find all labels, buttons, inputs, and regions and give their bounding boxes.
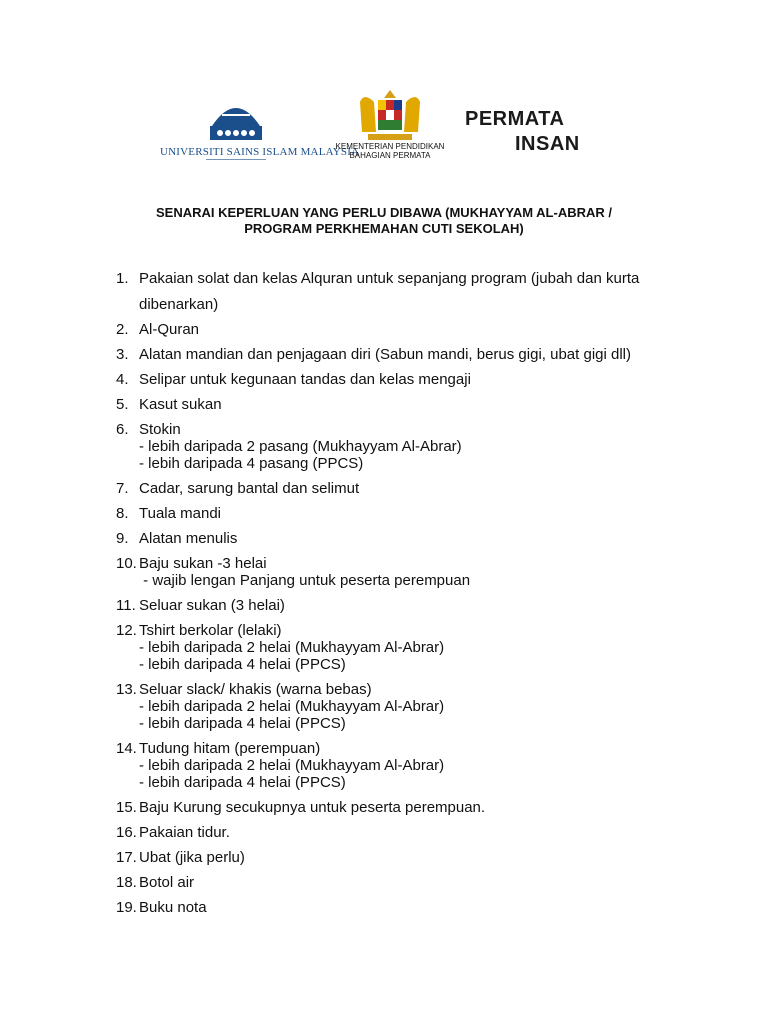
list-item [116, 597, 686, 614]
item-subline: - lebih daripada 2 pasang (Mukhayyam Al-Abrar) [139, 438, 462, 455]
item-number: 13. [116, 681, 137, 698]
item-text: Ubat (jika perlu) [139, 849, 245, 866]
item-number: 16. [116, 824, 137, 841]
item-continuation: dibenarkan) [139, 296, 219, 313]
item-number: 12. [116, 622, 137, 639]
item-text: Al-Quran [139, 321, 200, 338]
item-text: Stokin [139, 421, 181, 438]
item-text: Tshirt berkolar (lelaki) [139, 622, 282, 639]
list-item [116, 530, 686, 547]
item-number: 14. [116, 740, 137, 757]
item-text: Tuala mandi [139, 505, 221, 522]
title-line1: SENARAI KEPERLUAN YANG PERLU DIBAWA (MUKHAYYAM AL-ABRAR / [155, 205, 612, 220]
item-text: Kasut sukan [139, 396, 222, 413]
item-subline: - lebih daripada 4 helai (PPCS) [139, 715, 346, 732]
kpm-line1: KEMENTERIAN PENDIDIKAN [335, 142, 445, 151]
item-number: 1. [116, 270, 129, 287]
item-text: Botol air [139, 874, 195, 891]
permata-text: PERMATA [465, 108, 565, 130]
item-subline: - lebih daripada 2 helai (Mukhayyam Al-Abrar) [139, 757, 445, 774]
list-item [116, 899, 686, 916]
item-subline: - lebih daripada 2 helai (Mukhayyam Al-Abrar) [139, 639, 445, 656]
item-number: 3. [116, 346, 129, 363]
insan-text: INSAN [515, 133, 580, 155]
coat-of-arms-icon [350, 88, 430, 142]
list-item [116, 321, 686, 338]
list-item [116, 681, 686, 732]
list-item [116, 396, 686, 413]
item-text: Pakaian tidur. [139, 824, 230, 841]
requirements-list [116, 270, 686, 924]
list-item [116, 874, 686, 891]
item-number: 4. [116, 371, 129, 388]
item-subline: - lebih daripada 4 helai (PPCS) [139, 656, 346, 673]
item-text: Selipar untuk kegunaan tandas dan kelas mengaji [139, 371, 471, 388]
item-text: Buku nota [139, 899, 207, 916]
kpm-logo [330, 88, 450, 168]
list-item [116, 480, 686, 497]
item-subline: - lebih daripada 4 pasang (PPCS) [139, 455, 364, 472]
list-item [116, 270, 686, 313]
list-item [116, 505, 686, 522]
usim-arabic-script [206, 159, 266, 165]
item-number: 6. [116, 421, 129, 438]
item-text: Pakaian solat dan kelas Alquran untuk sepanjang program (jubah dan kurta [139, 270, 640, 287]
item-number: 7. [116, 480, 129, 497]
item-text: Alatan mandian dan penjagaan diri (Sabun mandi, berus gigi, ubat gigi dll) [139, 346, 631, 363]
item-text: Seluar sukan (3 helai) [139, 597, 285, 614]
item-text: Alatan menulis [139, 530, 238, 547]
item-text: Baju sukan -3 helai [139, 555, 267, 572]
item-number: 17. [116, 849, 137, 866]
item-subline: - wajib lengan Panjang untuk peserta perempuan [139, 572, 471, 589]
list-item [116, 740, 686, 791]
item-number: 18. [116, 874, 137, 891]
document-title [0, 205, 768, 237]
kpm-line2: BAHAGIAN PERMATA [349, 151, 431, 160]
usim-emblem-icon [208, 96, 264, 144]
logo-row [0, 88, 768, 168]
list-item [116, 849, 686, 866]
usim-name: UNIVERSITI SAINS ISLAM MALAYSIA [160, 146, 360, 158]
item-number: 2. [116, 321, 129, 338]
item-subline: - lebih daripada 4 helai (PPCS) [139, 774, 346, 791]
list-item [116, 421, 686, 472]
list-item [116, 346, 686, 363]
item-number: 9. [116, 530, 129, 547]
item-number: 15. [116, 799, 137, 816]
item-subline: - lebih daripada 2 helai (Mukhayyam Al-Abrar) [139, 698, 445, 715]
item-number: 19. [116, 899, 137, 916]
item-text: Tudung hitam (perempuan) [139, 740, 321, 757]
item-number: 8. [116, 505, 129, 522]
list-item [116, 799, 686, 816]
list-item [116, 371, 686, 388]
item-text: Seluar slack/ khakis (warna bebas) [139, 681, 372, 698]
list-item [116, 555, 686, 589]
item-text: Baju Kurung secukupnya untuk peserta perempuan. [139, 799, 486, 816]
title-line2: PROGRAM PERKHEMAHAN CUTI SEKOLAH) [244, 221, 524, 236]
item-text: Cadar, sarung bantal dan selimut [139, 480, 360, 497]
list-item [116, 824, 686, 841]
permata-logo [465, 108, 600, 160]
item-number: 11. [116, 597, 136, 614]
item-number: 5. [116, 396, 129, 413]
item-number: 10. [116, 555, 137, 572]
usim-logo [160, 96, 360, 168]
list-item [116, 622, 686, 673]
